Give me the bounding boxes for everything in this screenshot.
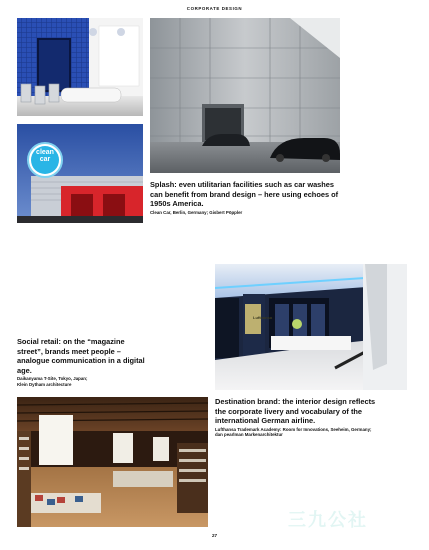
logo-word-car: car — [39, 156, 51, 163]
clean-car-logo — [33, 149, 57, 163]
page-number: 27 — [211, 533, 218, 538]
caption-credit: Lufthansa Trademark Academy: Room for Innovations, Seeheim, Germany; dan pearlman Markenarchitektur — [215, 426, 372, 438]
section-header: CORPORATE DESIGN — [186, 6, 243, 11]
logo-word-clean: clean — [36, 149, 54, 156]
caption-text: Social retail: on the “magazine street”, brands meet people – analogue communication in a digital age. — [17, 337, 145, 375]
caption-credit-line-1: Daikanyama T-Site, Tokyo, Japan; — [17, 376, 88, 382]
caption-credit: Clean Car, Berlin, Germany; Gisbert Pöppler — [150, 209, 243, 215]
lufthansa-wall-text: Lufthansa — [253, 315, 273, 320]
caption-text: Destination brand: the interior design reflects the corporate livery and vocabulary of the international German airline. — [215, 397, 376, 426]
caption-lufthansa — [215, 397, 380, 438]
photo-car-wash-tunnel — [150, 18, 340, 173]
photo-bookstore-interior — [17, 397, 208, 527]
caption-social-retail — [17, 337, 152, 388]
photo-clean-car-building — [17, 124, 143, 223]
caption-text: Splash: even utilitarian facilities such as car washes can benefit from brand design – here using echoes of 1950s America. — [150, 180, 339, 209]
caption-car-wash — [150, 180, 340, 215]
watermark: 三九公社 — [288, 510, 368, 530]
photo-lufthansa-academy — [215, 264, 407, 390]
photo-blue-tile-interior — [17, 18, 143, 116]
caption-credit-line-2: Klein Dytham architecture — [17, 381, 72, 387]
